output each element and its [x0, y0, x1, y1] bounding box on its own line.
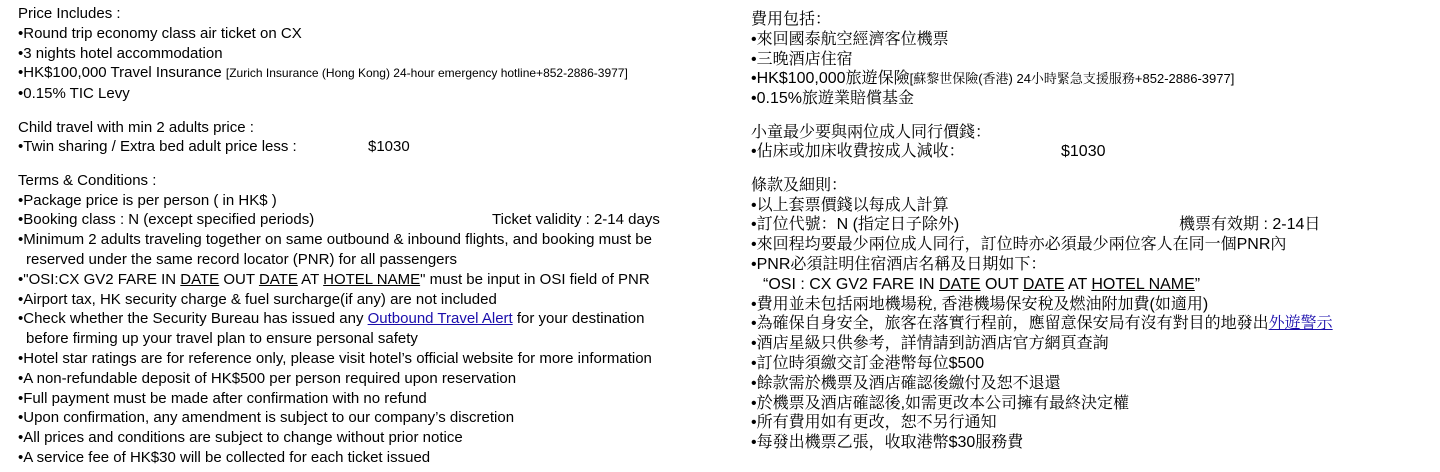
- zh-terms-osi-field: [751, 275, 1431, 295]
- zh-price-includes-item-tic-levy: •0.15%旅遊業賠償基金: [751, 90, 914, 108]
- zh-terms-pnr-note: •PNR必須註明住宿酒店名稱及日期如下：: [751, 255, 1047, 273]
- ticket-validity-text: Ticket validity : 2-14 days: [492, 211, 660, 229]
- zh-outbound-travel-alert-link[interactable]: 外遊警示: [1268, 315, 1333, 333]
- zh-price-includes-item-insurance: [751, 69, 1431, 89]
- zh-price-includes-item-hotel: •三晚酒店住宿: [751, 50, 853, 68]
- zh-terms-airport-tax: •費用並未包括兩地機場稅, 香港機場保安稅及燃油附加費(如適用): [751, 295, 1209, 313]
- terms-amendment: •Upon confirmation, any amendment is subject to our company’s discretion: [18, 409, 515, 427]
- child-price-label: •Twin sharing / Extra bed adult price less :: [18, 138, 297, 156]
- zh-insurance-hotline-note: [蘇黎世保險(香港) 24小時緊急支援服務+852-2886-3977]: [909, 71, 1235, 87]
- chinese-column: [751, 10, 1431, 453]
- osi-text-pre: •"OSI:CX GV2 FARE IN: [18, 270, 181, 288]
- section-gap: [18, 157, 728, 171]
- zh-terms-deposit: •訂位時須繳交訂金港幣每位$500: [751, 354, 985, 372]
- osi-hotel-name: HOTEL NAME: [323, 270, 421, 288]
- terms-package-price: •Package price is per person ( in HK$ ): [18, 191, 277, 209]
- terms-security-check-cont: before firming up your travel plan to ensure personal safety: [26, 330, 418, 348]
- insurance-label: •HK$100,000 Travel Insurance: [18, 64, 226, 82]
- zh-ticket-validity-text: 機票有效期 : 2-14日: [1179, 216, 1321, 234]
- osi-text-out: OUT: [219, 270, 259, 288]
- price-includes-item-insurance: [18, 63, 728, 84]
- child-price-amount: $1030: [368, 138, 410, 156]
- child-price-heading: Child travel with min 2 adults price :: [18, 118, 254, 136]
- terms-min-adults-cont: reserved under the same record locator (PNR) for all passengers: [26, 250, 458, 268]
- zh-osi-hotel-name: HOTEL NAME: [1091, 275, 1195, 293]
- zh-child-price-row: [751, 142, 1431, 162]
- insurance-hotline-note: [Zurich Insurance (Hong Kong) 24-hour emergency hotline+852-2886-3977]: [225, 66, 628, 81]
- terms-osi-field: [18, 270, 728, 290]
- zh-section-gap: [751, 162, 1431, 176]
- zh-child-price-heading: 小童最少要與兩位成人同行價錢：: [751, 123, 992, 141]
- terms-booking-class-row: [18, 210, 728, 230]
- terms-security-check: [18, 309, 728, 329]
- osi-text-post: " must be input in OSI field of PNR: [420, 270, 650, 288]
- zh-terms-booking-class-row: [751, 215, 1431, 235]
- zh-price-includes-item-air-ticket: •來回國泰航空經濟客位機票: [751, 30, 949, 48]
- zh-osi-text-out: OUT: [980, 275, 1023, 293]
- outbound-travel-alert-link[interactable]: Outbound Travel Alert: [367, 310, 513, 328]
- terms-hotel-star: •Hotel star ratings are for reference only, please visit hotel’s official website for more information: [18, 349, 652, 367]
- price-includes-item-hotel: •3 nights hotel accommodation: [18, 44, 223, 62]
- zh-osi-date-in: DATE: [939, 275, 981, 293]
- zh-terms-min-adults: •來回程均要最少兩位成人同行，訂位時亦必須最少兩位客人在同一個PNR內: [751, 236, 1287, 254]
- zh-booking-class-text: •訂位代號：N (指定日子除外): [751, 216, 960, 234]
- zh-child-price-amount: $1030: [1061, 143, 1106, 161]
- zh-osi-date-out: DATE: [1022, 275, 1065, 293]
- zh-osi-text-at: AT: [1064, 275, 1092, 293]
- price-includes-item-tic-levy: •0.15% TIC Levy: [18, 85, 130, 103]
- zh-terms-hotel-star: •酒店星級只供參考，詳情請到訪酒店官方網頁查詢: [751, 335, 1109, 353]
- osi-date-in: DATE: [180, 270, 220, 288]
- terms-deposit: •A non-refundable deposit of HK$500 per person required upon reservation: [18, 369, 517, 387]
- terms-service-fee: •A service fee of HK$30 will be collected for each ticket issued: [18, 448, 431, 466]
- zh-terms-full-payment: •餘款需於機票及酒店確認後繳付及恕不退還: [751, 374, 1061, 392]
- security-check-text: •Check whether the Security Bureau has issued any: [18, 310, 368, 328]
- zh-price-includes-heading: 費用包括：: [751, 11, 832, 28]
- english-column: [18, 4, 728, 468]
- terms-airport-tax: •Airport tax, HK security charge & fuel surcharge(if any) are not included: [18, 290, 497, 308]
- zh-terms-package-price: •以上套票價錢以每成人計算: [751, 196, 949, 214]
- zh-security-check-text: •為確保自身安全，旅客在落實行程前，應留意保安局有沒有對目的地發出: [751, 315, 1269, 333]
- zh-terms-heading: 條款及細則：: [751, 176, 848, 194]
- security-check-text-post: for your destination: [512, 310, 645, 328]
- osi-text-at: AT: [297, 270, 324, 288]
- terms-full-payment: •Full payment must be made after confirmation with no refund: [18, 389, 427, 407]
- zh-osi-text-pre: “OSI : CX GV2 FARE IN: [763, 275, 940, 293]
- terms-heading: Terms & Conditions :: [18, 171, 157, 189]
- price-includes-item-air-ticket: •Round trip economy class air ticket on CX: [18, 24, 302, 42]
- zh-section-gap: [751, 109, 1431, 123]
- zh-terms-prices-change: •所有費用如有更改，恕不另行通知: [751, 414, 997, 432]
- section-gap: [18, 104, 728, 118]
- terms-min-adults: •Minimum 2 adults traveling together on same outbound & inbound flights, and booking must be: [18, 231, 652, 249]
- zh-child-price-label: •佔床或加床收費按成人減收：: [751, 143, 965, 161]
- zh-terms-amendment: •於機票及酒店確認後,如需更改本公司擁有最終決定權: [751, 394, 1130, 412]
- zh-terms-security-check: [751, 314, 1431, 334]
- terms-prices-change: •All prices and conditions are subject to change without prior notice: [18, 429, 463, 447]
- booking-class-text: •Booking class : N (except specified periods): [18, 211, 315, 229]
- zh-osi-text-post: ”: [1194, 275, 1201, 293]
- zh-insurance-label: •HK$100,000旅遊保險: [751, 70, 910, 88]
- price-includes-heading: Price Includes :: [18, 5, 121, 22]
- zh-terms-service-fee: •每發出機票乙張，收取港幣$30服務費: [751, 434, 1024, 452]
- child-price-row: [18, 137, 728, 157]
- osi-date-out: DATE: [258, 270, 298, 288]
